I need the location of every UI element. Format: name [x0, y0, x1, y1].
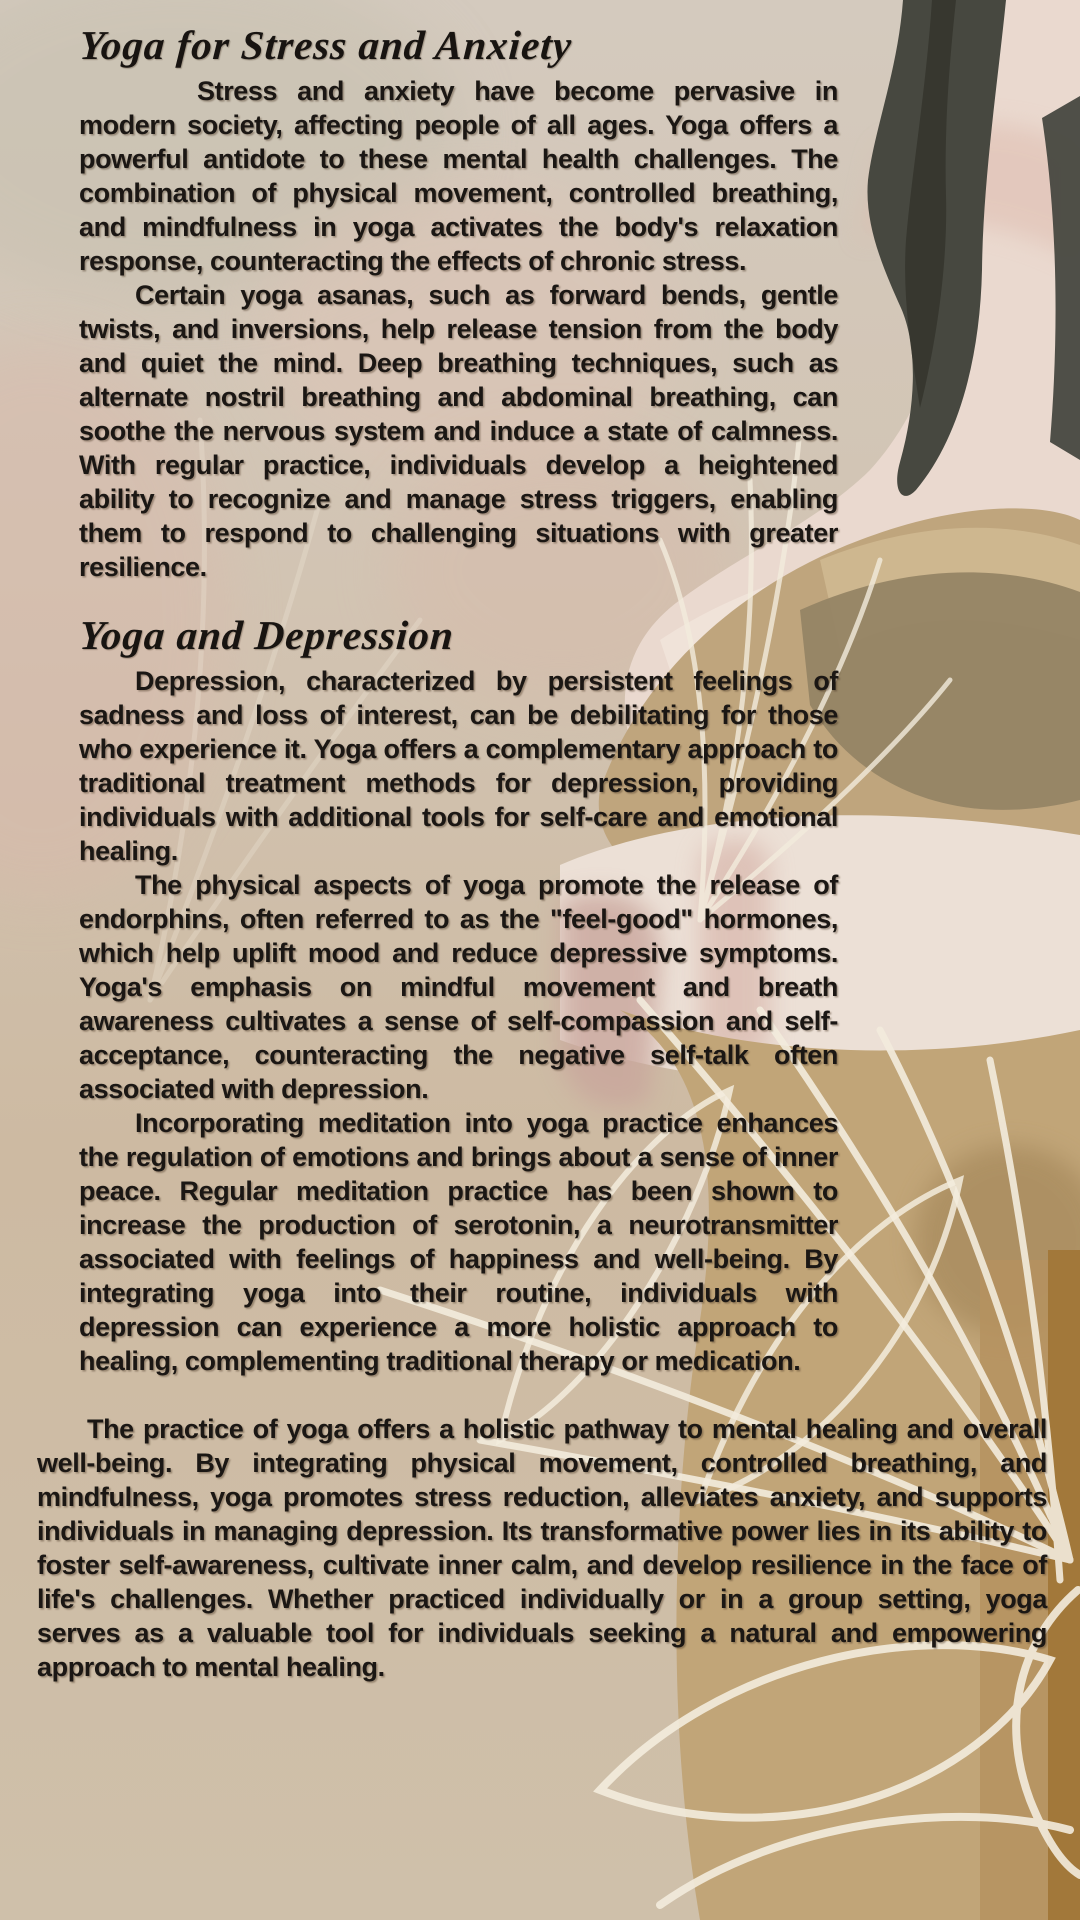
paragraph-depression-1: Depression, characterized by persistent feelings of sadness and loss of interest, can be debilitating for those who experience it. Yoga offers a complementary approach to traditional treatment methods for depression, providing individuals with additional tools for self-care and emotional healing.	[79, 666, 838, 866]
heading-depression: Yoga and Depression	[78, 612, 456, 658]
paragraph-depression-3: Incorporating meditation into yoga practice enhances the regulation of emotions and brings about a sense of inner peace. Regular meditation practice has been shown to increase the production of serotonin, a neurotransmitter associated with feelings of happiness and well-being. By integrating yoga into their routine, individuals with depression can experience a more holistic approach to healing, complementing traditional therapy or medication.	[79, 1108, 838, 1376]
section-stress-anxiety	[0, 22, 1080, 584]
section-depression	[0, 612, 1080, 1378]
paragraph-stress-2: Certain yoga asanas, such as forward bends, gentle twists, and inversions, help release tension from the body and quiet the mind. Deep breathing techniques, such as alternate nostril breathing and abdominal breathing, can soothe the nervous system and induce a state of calmness. With regular practice, individuals develop a heightened ability to recognize and manage stress triggers, enabling them to respond to challenging situations with greater resilience.	[79, 280, 838, 582]
conclusion-paragraph: The practice of yoga offers a holistic pathway to mental healing and overall well-being. By integrating physical movement, controlled breathing, and mindfulness, yoga promotes stress reduction, alleviates anxiety, and supports individuals in managing depression. Its transformative power lies in its ability to foster self-awareness, cultivate inner calm, and develop resilience in the face of life's challenges. Whether practiced individually or in a group setting, yoga serves as a valuable tool for individuals seeking a natural and empowering approach to mental healing.	[37, 1414, 1047, 1682]
paragraph-depression-2: The physical aspects of yoga promote the release of endorphins, often referred to as the "feel-good" hormones, which help uplift mood and reduce depressive symptoms. Yoga's emphasis on mindful movement and breath awareness cultivates a sense of self-compassion and self-acceptance, counteracting the negative self-talk often associated with depression.	[79, 870, 838, 1104]
heading-stress-anxiety: Yoga for Stress and Anxiety	[78, 22, 574, 68]
paragraph-stress-1: Stress and anxiety have become pervasive in modern society, affecting people of all ages. Yoga offers a powerful antidote to these mental health challenges. The combination of physical movement, controlled breathing, and mindfulness in yoga activates the body's relaxation response, counteracting the effects of chronic stress.	[79, 76, 838, 276]
